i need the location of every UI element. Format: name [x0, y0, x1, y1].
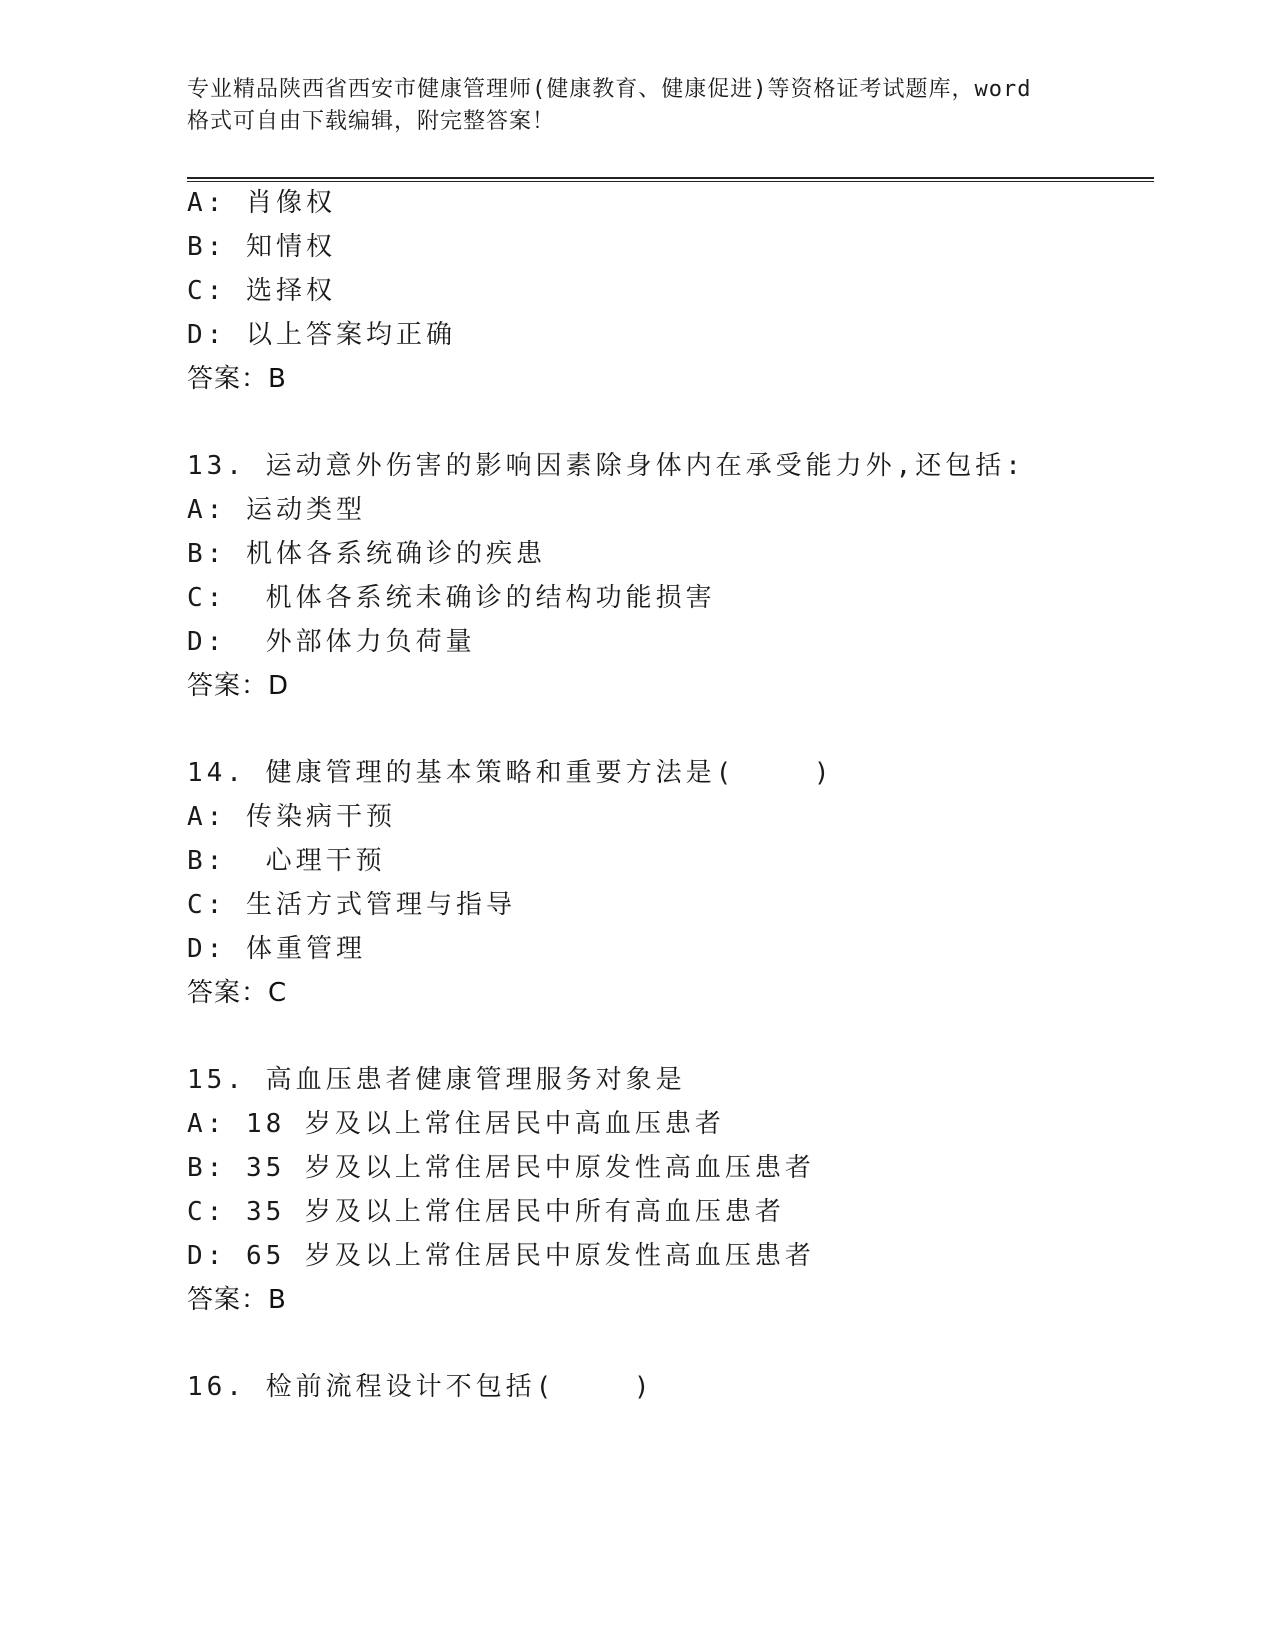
document-header [187, 74, 1087, 138]
q16-question: 16. 检前流程设计不包括( ) [187, 1372, 654, 1402]
header-intro-line-1: 专业精品陕西省西安市健康管理师(健康教育、健康促进)等资格证考试题库，word [187, 77, 1032, 102]
q13-option-a: A: 运动类型 [187, 495, 366, 525]
q12-option-b: B: 知情权 [187, 232, 336, 262]
q15-option-a: A: 18 岁及以上常住居民中高血压患者 [187, 1109, 725, 1139]
header-divider [187, 177, 1154, 182]
q14-option-b: B: 心理干预 [187, 846, 386, 876]
q14-option-a: A: 传染病干预 [187, 802, 396, 832]
q14-answer: 答案：C [187, 978, 288, 1008]
q12-option-a: A: 肖像权 [187, 188, 336, 218]
q13-option-c: C: 机体各系统未确诊的结构功能损害 [187, 583, 716, 613]
q12-answer: 答案：B [187, 364, 287, 394]
q13-question: 13. 运动意外伤害的影响因素除身体内在承受能力外,还包括: [187, 451, 1025, 481]
q14-option-c: C: 生活方式管理与指导 [187, 890, 516, 920]
q15-question: 15. 高血压患者健康管理服务对象是 [187, 1065, 686, 1095]
header-intro-line-2: 格式可自由下载编辑，附完整答案！ [187, 109, 556, 134]
q14-question: 14. 健康管理的基本策略和重要方法是( ) [187, 758, 834, 788]
q13-option-d: D: 外部体力负荷量 [187, 627, 476, 657]
q15-answer: 答案：B [187, 1285, 287, 1315]
q15-option-c: C: 35 岁及以上常住居民中所有高血压患者 [187, 1197, 785, 1227]
q14-option-d: D: 体重管理 [187, 934, 366, 964]
q15-option-d: D: 65 岁及以上常住居民中原发性高血压患者 [187, 1241, 815, 1271]
q15-option-b: B: 35 岁及以上常住居民中原发性高血压患者 [187, 1153, 815, 1183]
q13-option-b: B: 机体各系统确诊的疾患 [187, 539, 546, 569]
q12-option-d: D: 以上答案均正确 [187, 320, 456, 350]
q12-option-c: C: 选择权 [187, 276, 336, 306]
q13-answer: 答案：D [187, 671, 290, 701]
